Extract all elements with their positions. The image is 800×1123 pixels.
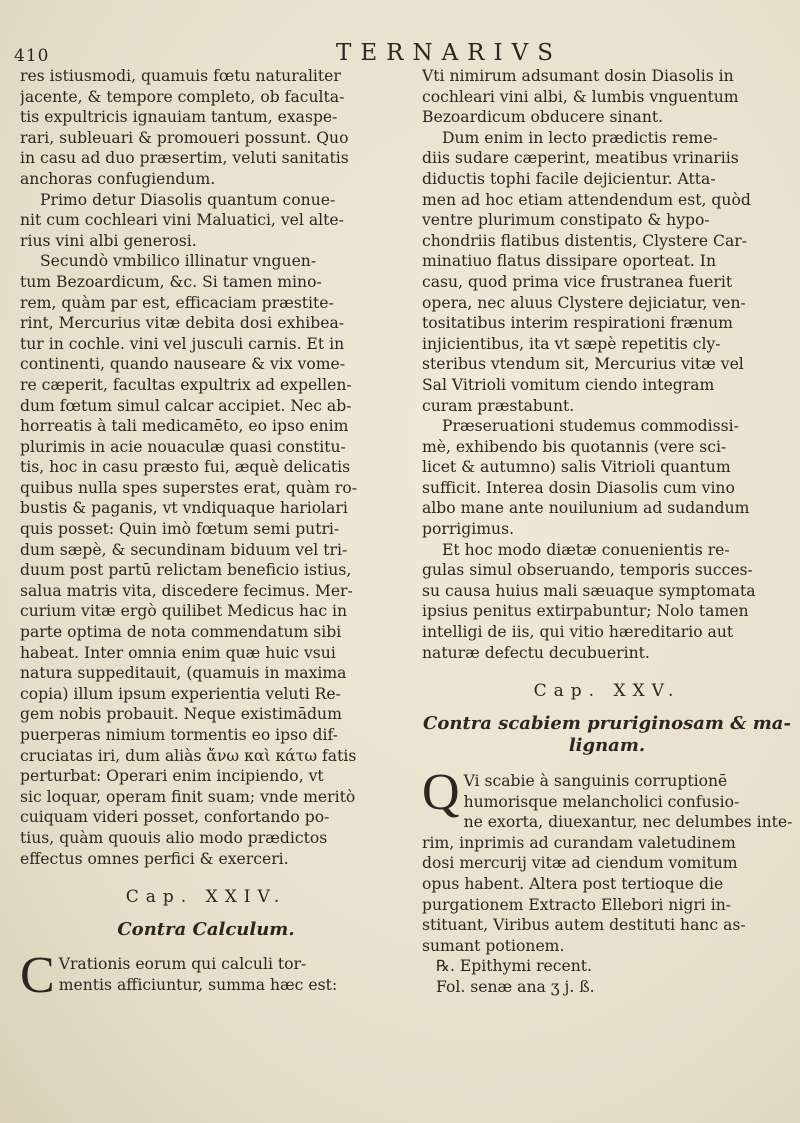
left-line: in casu ad duo præsertim, veluti sanitatis bbox=[20, 149, 349, 168]
left-line: tur in cochle. vini vel jusculi carnis. Et in bbox=[20, 334, 345, 353]
chapter-25-title: Contra scabiem pruriginosam & ma- bbox=[423, 712, 791, 734]
chapter-25-body-line: dosi mercurij vitæ ad ciendum vomitum bbox=[422, 854, 738, 873]
left-line: dum fœtum simul calcar accipiet. Nec ab- bbox=[20, 396, 352, 415]
right-line: diductis tophi facile dejicientur. Atta- bbox=[422, 169, 716, 188]
right-line: casu, quod prima vice frustranea fuerit bbox=[422, 272, 733, 291]
right-line: injicientibus, ita vt sæpè repetitis cly- bbox=[422, 334, 721, 353]
right-line: tositatibus interim respirationi frænum bbox=[422, 314, 733, 333]
left-line: tius, quàm quouis alio modo prædictos bbox=[20, 828, 328, 847]
left-line: res istiusmodi, quamuis fœtu naturaliter bbox=[20, 67, 341, 85]
left-line: parte optima de nota commendatum sibi bbox=[20, 623, 342, 642]
chapter-24-number: Cap. XXIV. bbox=[125, 887, 287, 908]
left-line: tis, hoc in casu præsto fui, æquè delicatis bbox=[20, 458, 351, 477]
right-line: mè, exhibendo bis quotannis (vere sci- bbox=[422, 437, 727, 456]
chapter-25-dropcap: Q bbox=[422, 764, 460, 821]
left-line: cruciatas iri, dum aliàs ἄνω καὶ κάτω fatis bbox=[20, 746, 357, 765]
left-line: Primo detur Diasolis quantum conue- bbox=[40, 190, 336, 209]
chapter-25-body-line: rim, inprimis ad curandam valetudinem bbox=[422, 833, 736, 852]
right-line: porrigimus. bbox=[422, 520, 515, 539]
right-line: gulas simul obseruando, temporis succes- bbox=[422, 561, 753, 580]
right-line: Dum enim in lecto prædictis reme- bbox=[442, 128, 718, 147]
left-column bbox=[20, 66, 392, 1005]
chapter-25-subtitle: lignam. bbox=[568, 735, 646, 757]
right-line: opera, nec aluus Clystere dejiciatur, ven- bbox=[422, 293, 746, 312]
left-line: habeat. Inter omnia enim quæ huic vsui bbox=[20, 643, 336, 662]
page-number: 410 bbox=[14, 46, 50, 66]
right-line: cochleari vini albi, & lumbis vnguentum bbox=[422, 87, 739, 106]
left-line: quibus nulla spes superstes erat, quàm ro- bbox=[20, 478, 357, 497]
chapter-25-line-1: Vi scabie à sanguinis corruptionē bbox=[463, 772, 728, 790]
recipe-line-2: Fol. senæ ana ʒ j. ß. bbox=[436, 977, 595, 996]
left-line: continenti, quando nauseare & vix vome- bbox=[20, 355, 346, 374]
chapter-24-line-1: Vrationis eorum qui calculi tor- bbox=[58, 955, 307, 974]
left-line: Secundò vmbilico illinatur vnguen- bbox=[40, 252, 317, 271]
chapter-24-title: Contra Calculum. bbox=[117, 918, 295, 940]
right-line: Vti nimirum adsumant dosin Diasolis in bbox=[422, 67, 734, 85]
left-line: rem, quàm par est, efficaciam præstite- bbox=[20, 293, 334, 312]
left-line: re cæperit, facultas expultrix ad expellen- bbox=[20, 375, 352, 394]
left-line: plurimis in acie nouaculæ quasi constitu- bbox=[20, 437, 346, 456]
recipe bbox=[422, 956, 792, 997]
right-column bbox=[422, 66, 792, 998]
left-line: duum post partū relictam beneficio istius, bbox=[20, 561, 352, 580]
chapter-24-line-2: mentis afficiuntur, summa hæc est: bbox=[58, 975, 338, 994]
left-line: effectus omnes perfici & exerceri. bbox=[20, 849, 289, 868]
left-line: curium vitæ ergò quilibet Medicus hac in bbox=[20, 602, 348, 621]
left-line: rari, subleuari & promoueri possunt. Quo bbox=[20, 128, 349, 147]
right-line: chondriis flatibus distentis, Clystere Car- bbox=[422, 231, 748, 250]
left-body-text bbox=[20, 66, 392, 869]
chapter-25-number: Cap. XXV. bbox=[533, 681, 681, 702]
recipe-line-1: ℞. Epithymi recent. bbox=[436, 957, 593, 976]
right-line: diis sudare cæperint, meatibus vrinariis bbox=[422, 149, 739, 168]
left-line: tum Bezoardicum, &c. Si tamen mino- bbox=[20, 272, 322, 291]
right-line: steribus vtendum sit, Mercurius vitæ vel bbox=[422, 355, 744, 374]
left-line: copia) illum ipsum experientia veluti Re- bbox=[20, 684, 341, 703]
right-line: Et hoc modo diætæ conuenientis re- bbox=[442, 540, 730, 559]
left-line: rius vini albi generosi. bbox=[20, 231, 197, 250]
left-line: quis posset: Quin imò fœtum semi putri- bbox=[20, 520, 340, 539]
chapter-25-body-line: stituant, Viribus autem destituti hanc as- bbox=[422, 916, 746, 935]
left-line: gem nobis probauit. Neque existimādum bbox=[20, 705, 342, 724]
left-line: jacente, & tempore completo, ob faculta- bbox=[20, 87, 345, 106]
left-line: dum sæpè, & secundinam biduum vel tri- bbox=[20, 540, 348, 559]
left-line: sic loquar, operam finit suam; vnde meritò bbox=[20, 787, 356, 806]
left-line: anchoras confugiendum. bbox=[20, 169, 216, 188]
right-line: ventre plurimum constipato & hypo- bbox=[422, 211, 710, 230]
left-line: rint, Mercurius vitæ debita dosi exhibea- bbox=[20, 314, 345, 333]
right-line: albo mane ante nouilunium ad sudandum bbox=[422, 499, 750, 518]
chapter-24-dropcap: C bbox=[20, 947, 55, 1005]
chapter-25-body bbox=[422, 812, 792, 956]
left-line: natura suppeditauit, (quamuis in maxima bbox=[20, 664, 347, 683]
chapter-25-body-line: ne exorta, diuexantur, nec delumbes inte- bbox=[463, 813, 792, 832]
right-line: men ad hoc etiam attendendum est, quòd bbox=[422, 190, 751, 209]
right-line: Bezoardicum obducere sinant. bbox=[422, 108, 664, 127]
running-head: TERNARIVS bbox=[336, 40, 562, 66]
left-line: tis expultricis ignauiam tantum, exaspe- bbox=[20, 108, 338, 127]
left-line: bustis & paganis, vt vndiquaque hariolari bbox=[20, 499, 348, 518]
right-body-text bbox=[422, 66, 792, 663]
left-line: nit cum cochleari vini Maluatici, vel alte- bbox=[20, 211, 344, 230]
chapter-25-opening bbox=[422, 764, 792, 821]
chapter-24-opening bbox=[20, 947, 392, 1005]
left-line: cuiquam videri posset, confortando po- bbox=[20, 808, 330, 827]
left-line: puerperas nimium tormentis eo ipso dif- bbox=[20, 726, 338, 744]
chapter-25-body-line: sumant potionem. bbox=[422, 936, 565, 955]
right-line: minatiuo flatus dissipare oporteat. In bbox=[422, 252, 716, 271]
right-line: Præseruationi studemus commodissi- bbox=[442, 417, 739, 436]
left-line: perturbat: Operari enim incipiendo, vt bbox=[20, 767, 324, 786]
right-line: licet & autumno) salis Vitrioli quantum bbox=[422, 458, 731, 477]
right-line: curam præstabunt. bbox=[422, 396, 575, 415]
chapter-25-body-line: purgationem Extracto Ellebori nigri in- bbox=[422, 895, 732, 914]
left-line: salua matris vita, discedere fecimus. Mer- bbox=[20, 581, 353, 600]
left-line: horreatis à tali medicamēto, eo ipso enim bbox=[20, 417, 349, 436]
right-line: sufficit. Interea dosin Diasolis cum vino bbox=[422, 478, 735, 497]
right-line: naturæ defectu decubuerint. bbox=[422, 643, 650, 662]
right-line: intelligi de iis, qui vitio hæreditario aut bbox=[422, 623, 734, 642]
right-line: Sal Vitrioli vomitum ciendo integram bbox=[422, 375, 715, 394]
right-line: su causa huius mali sæuaque symptomata bbox=[422, 581, 756, 600]
chapter-25-line-2: humorisque melancholici confusio- bbox=[463, 792, 740, 811]
right-line: ipsius penitus extirpabuntur; Nolo tamen bbox=[422, 602, 749, 621]
chapter-25-body-line: opus habent. Altera post tertioque die bbox=[422, 874, 724, 893]
